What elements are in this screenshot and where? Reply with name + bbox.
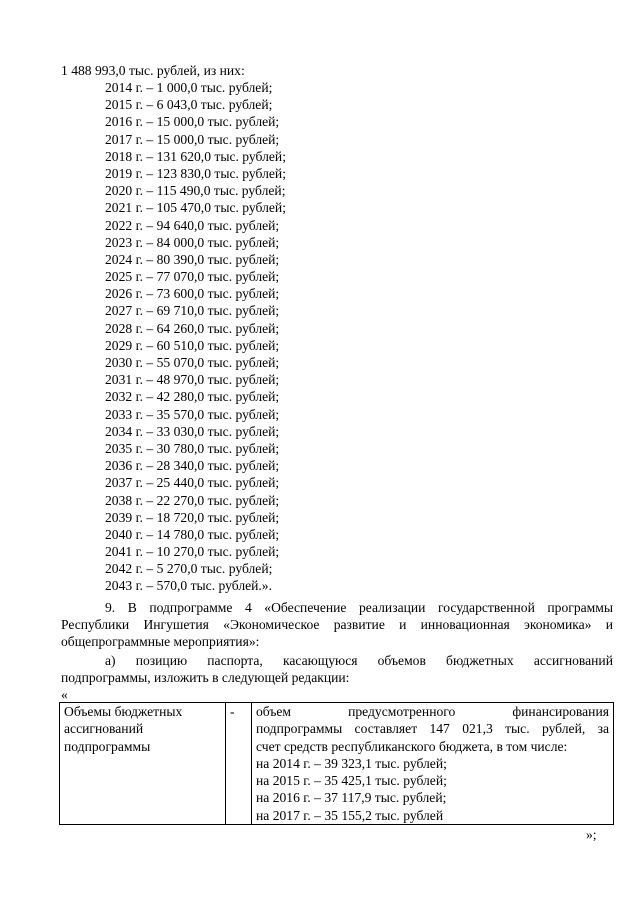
list-item: 2041 г. – 10 270,0 тыс. рублей; — [105, 544, 280, 560]
dash-cell: - — [226, 703, 252, 825]
list-item: 2038 г. – 22 270,0 тыс. рублей; — [105, 492, 280, 508]
list-item: 2043 г. – 570,0 тыс. рублей.». — [105, 578, 273, 594]
label-line: ассигнований — [64, 721, 144, 737]
list-item: 2027 г. – 69 710,0 тыс. рублей; — [105, 303, 280, 319]
funding-intro-line: 1 488 993,0 тыс. рублей, из них: — [61, 63, 245, 78]
list-item: 2028 г. – 64 260,0 тыс. рублей; — [105, 320, 280, 336]
item-a-line-1: а) позицию паспорта, касающуюся объемов бюджетных ассигнований — [105, 653, 613, 668]
label-cell — [60, 703, 226, 825]
yearly-funding-list — [105, 79, 286, 595]
value-line: объем предусмотренного финансирования — [256, 704, 609, 719]
list-item: 2022 г. – 94 640,0 тыс. рублей; — [105, 217, 280, 233]
list-item: 2034 г. – 33 030,0 тыс. рублей; — [105, 423, 280, 439]
value-line: на 2014 г. – 39 323,1 тыс. рублей; — [256, 755, 447, 771]
list-item: 2030 г. – 55 070,0 тыс. рублей; — [105, 355, 280, 370]
list-item: 2014 г. – 1 000,0 тыс. рублей; — [105, 80, 273, 95]
list-item: 2017 г. – 15 000,0 тыс. рублей; — [105, 131, 280, 147]
paragraph-item-a — [61, 652, 613, 686]
opening-quote: « — [61, 687, 68, 702]
list-item: 2037 г. – 25 440,0 тыс. рублей; — [105, 475, 280, 491]
list-item: 2035 г. – 30 780,0 тыс. рублей; — [105, 440, 280, 456]
list-item: 2031 г. – 48 970,0 тыс. рублей; — [105, 372, 280, 388]
list-item: 2029 г. – 60 510,0 тыс. рублей; — [105, 337, 280, 353]
list-item: 2026 г. – 73 600,0 тыс. рублей; — [105, 286, 280, 302]
list-item: 2036 г. – 28 340,0 тыс. рублей; — [105, 458, 280, 474]
list-item: 2020 г. – 115 490,0 тыс. рублей; — [105, 183, 286, 199]
list-item: 2019 г. – 123 830,0 тыс. рублей; — [105, 165, 286, 181]
value-line: на 2016 г. – 37 117,9 тыс. рублей; — [256, 790, 447, 806]
list-item: 2040 г. – 14 780,0 тыс. рублей; — [105, 526, 280, 542]
item9-line-3: общепрограммные мероприятия»: — [61, 634, 260, 649]
paragraph-item-9 — [61, 599, 613, 650]
closing-quote: »; — [586, 827, 597, 842]
value-line: подпрограммы составляет 147 021,3 тыс. рублей, за — [256, 721, 609, 737]
list-item: 2018 г. – 131 620,0 тыс. рублей; — [105, 148, 286, 164]
list-item: 2042 г. – 5 270,0 тыс. рублей; — [105, 561, 273, 577]
value-line: на 2015 г. – 35 425,1 тыс. рублей; — [256, 773, 447, 789]
label-line: подпрограммы — [64, 738, 151, 754]
list-item: 2023 г. – 84 000,0 тыс. рублей; — [105, 234, 280, 250]
list-item: 2015 г. – 6 043,0 тыс. рублей; — [105, 97, 273, 113]
list-item: 2025 г. – 77 070,0 тыс. рублей; — [105, 269, 280, 285]
list-item: 2032 г. – 42 280,0 тыс. рублей; — [105, 389, 280, 405]
label-line: Объемы бюджетных — [64, 704, 183, 719]
value-cell — [252, 703, 614, 825]
item9-line-2: Республики Ингушетия «Экономическое развитие и инновационная экономика» и — [61, 617, 613, 632]
list-item: 2033 г. – 35 570,0 тыс. рублей; — [105, 406, 280, 422]
list-item: 2021 г. – 105 470,0 тыс. рублей; — [105, 200, 286, 216]
value-line: счет средств республиканского бюджета, в том числе: — [256, 738, 568, 754]
table-row — [60, 703, 614, 825]
list-item: 2016 г. – 15 000,0 тыс. рублей; — [105, 114, 280, 130]
item-a-line-2: подпрограммы, изложить в следующей редакции: — [61, 670, 350, 685]
item9-line-1: 9. В подпрограмме 4 «Обеспечение реализации государственной программы — [105, 600, 613, 615]
value-line: на 2017 г. – 35 155,2 тыс. рублей — [256, 807, 444, 823]
list-item: 2039 г. – 18 720,0 тыс. рублей; — [105, 509, 280, 525]
list-item: 2024 г. – 80 390,0 тыс. рублей; — [105, 251, 280, 267]
budget-table — [59, 702, 614, 825]
